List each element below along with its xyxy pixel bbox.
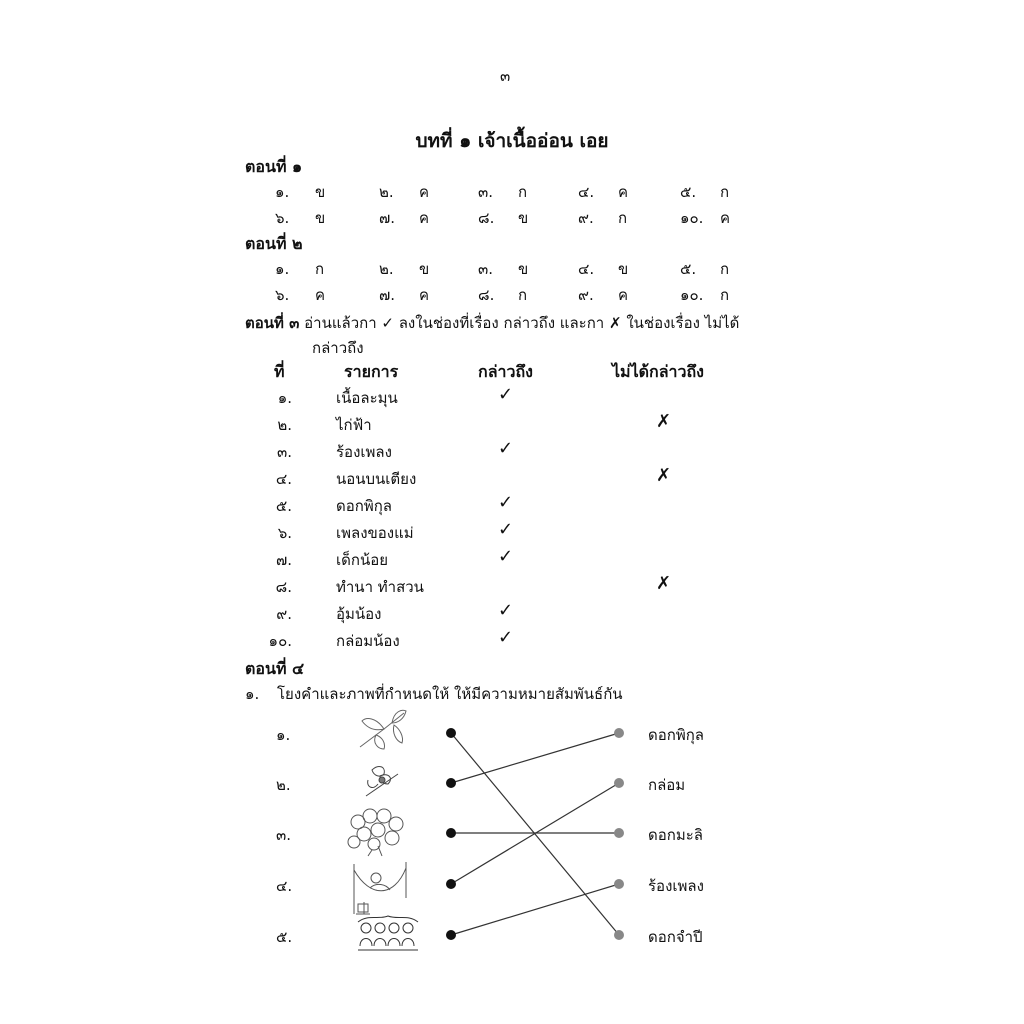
answer-choice: ค <box>315 286 326 304</box>
table-row-item: ดอกพิกุล <box>336 497 392 515</box>
answer-choice: ค <box>720 209 731 227</box>
table-row-item: เพลงของแม่ <box>336 524 414 542</box>
answer-number: ๙. <box>578 286 594 304</box>
column-header-not-mentioned: ไม่ได้กล่าวถึง <box>612 362 704 381</box>
table-row-number: ๔. <box>275 470 292 488</box>
answer-number: ๔. <box>578 260 595 278</box>
answer-choice: ก <box>518 286 528 304</box>
left-dot <box>446 828 456 838</box>
right-dot <box>614 828 624 838</box>
page-number: ๓ <box>500 67 511 85</box>
table-row-number: ๗. <box>275 551 292 569</box>
table-row-number: ๒. <box>277 416 292 434</box>
answer-number: ๕. <box>680 183 697 201</box>
part2-heading: ตอนที่ ๒ <box>245 234 303 253</box>
answer-choice: ข <box>518 260 529 278</box>
answer-number: ๑. <box>275 260 290 278</box>
answer-choice: ข <box>618 260 629 278</box>
column-header-no: ที่ <box>274 362 285 381</box>
table-row-number: ๖. <box>277 524 292 542</box>
check-mark: ✓ <box>498 627 514 648</box>
table-row-item: เนื้อละมุน <box>336 389 398 407</box>
cross-mark: ✗ <box>656 573 672 594</box>
answer-choice: ข <box>315 183 326 201</box>
part4-heading: ตอนที่ ๔ <box>245 659 305 678</box>
answer-number: ๕. <box>680 260 697 278</box>
part3-instruction-line1: อ่านแล้วกา ✓ ลงในช่องที่เรื่อง กล่าวถึง และกา ✗ ในช่องเรื่อง ไม่ได้ <box>304 314 740 332</box>
table-row-item: ร้องเพลง <box>336 443 392 461</box>
answer-choice: ข <box>315 209 326 227</box>
left-dot <box>446 728 456 738</box>
answer-number: ๖. <box>275 209 290 227</box>
left-dot <box>446 879 456 889</box>
answer-choice: ค <box>618 286 629 304</box>
answer-choice: ก <box>315 260 325 278</box>
cross-mark: ✗ <box>656 465 672 486</box>
answer-choice: ก <box>720 286 730 304</box>
table-row-number: ๓. <box>276 443 292 461</box>
match-left-number: ๔. <box>276 877 293 895</box>
match-left-number: ๑. <box>276 726 291 744</box>
answer-choice: ก <box>720 183 730 201</box>
table-row-number: ๑๐. <box>268 632 292 650</box>
table-row-number: ๙. <box>276 605 292 623</box>
answer-number: ๔. <box>578 183 595 201</box>
table-row-item: อุ้มน้อง <box>336 605 382 623</box>
answer-choice: ก <box>720 260 730 278</box>
right-dot <box>614 879 624 889</box>
column-header-mentioned: กล่าวถึง <box>478 362 533 381</box>
table-row-number: ๑. <box>277 389 292 407</box>
part3-heading: ตอนที่ ๓ <box>245 314 300 332</box>
right-dot <box>614 728 624 738</box>
answer-number: ๙. <box>578 209 594 227</box>
answer-choice: ค <box>419 183 430 201</box>
answer-number: ๘. <box>478 286 495 304</box>
match-right-label: กล่อม <box>648 776 686 794</box>
answer-number: ๗. <box>379 209 396 227</box>
table-row-number: ๕. <box>275 497 292 515</box>
answer-number: ๗. <box>379 286 396 304</box>
answer-number: ๒. <box>379 183 394 201</box>
match-line <box>451 733 619 783</box>
right-dot <box>614 930 624 940</box>
answer-number: ๖. <box>275 286 290 304</box>
table-row-item: เด็กน้อย <box>336 551 389 569</box>
answer-choice: ค <box>618 183 629 201</box>
answer-number: ๒. <box>379 260 394 278</box>
check-mark: ✓ <box>498 384 514 405</box>
table-row-item: ทำนา ทำสวน <box>336 578 424 596</box>
answer-choice: ค <box>419 209 430 227</box>
answer-number: ๑๐. <box>680 286 704 304</box>
answer-choice: ข <box>518 209 529 227</box>
match-left-number: ๒. <box>276 776 291 794</box>
answer-choice: ก <box>618 209 628 227</box>
chapter-title: บทที่ ๑ เจ้าเนื้ออ่อน เอย <box>415 130 609 152</box>
match-line <box>451 884 619 935</box>
table-row-item: กล่อมน้อง <box>336 632 400 650</box>
match-left-number: ๓. <box>276 826 292 844</box>
column-header-item: รายการ <box>344 362 399 381</box>
part4-instruction-text: โยงคำและภาพที่กำหนดให้ ให้มีความหมายสัมพันธ์กัน <box>277 685 623 703</box>
right-dot <box>614 778 624 788</box>
part3-instruction-line2: กล่าวถึง <box>312 339 364 357</box>
cross-mark: ✗ <box>656 411 672 432</box>
match-right-label: ดอกพิกุล <box>648 726 704 744</box>
table-row-item: นอนบนเตียง <box>336 470 417 488</box>
answer-number: ๓. <box>478 260 494 278</box>
left-dot <box>446 930 456 940</box>
answer-number: ๑. <box>275 183 290 201</box>
part1-heading: ตอนที่ ๑ <box>245 157 303 176</box>
answer-choice: ก <box>518 183 528 201</box>
table-row-number: ๘. <box>275 578 292 596</box>
check-mark: ✓ <box>498 600 514 621</box>
left-dot <box>446 778 456 788</box>
match-left-number: ๕. <box>276 928 293 946</box>
answer-choice: ข <box>419 260 430 278</box>
check-mark: ✓ <box>498 492 514 513</box>
part4-instruction-number: ๑. <box>245 685 260 703</box>
match-right-label: ร้องเพลง <box>648 877 704 895</box>
table-row-item: ไก่ฟ้า <box>336 416 372 434</box>
match-right-label: ดอกมะลิ <box>648 826 703 844</box>
answer-number: ๓. <box>478 183 494 201</box>
check-mark: ✓ <box>498 438 514 459</box>
match-right-label: ดอกจำปี <box>648 928 703 946</box>
check-mark: ✓ <box>498 546 514 567</box>
check-mark: ✓ <box>498 519 514 540</box>
answer-number: ๘. <box>478 209 495 227</box>
answer-number: ๑๐. <box>680 209 704 227</box>
answer-choice: ค <box>419 286 430 304</box>
